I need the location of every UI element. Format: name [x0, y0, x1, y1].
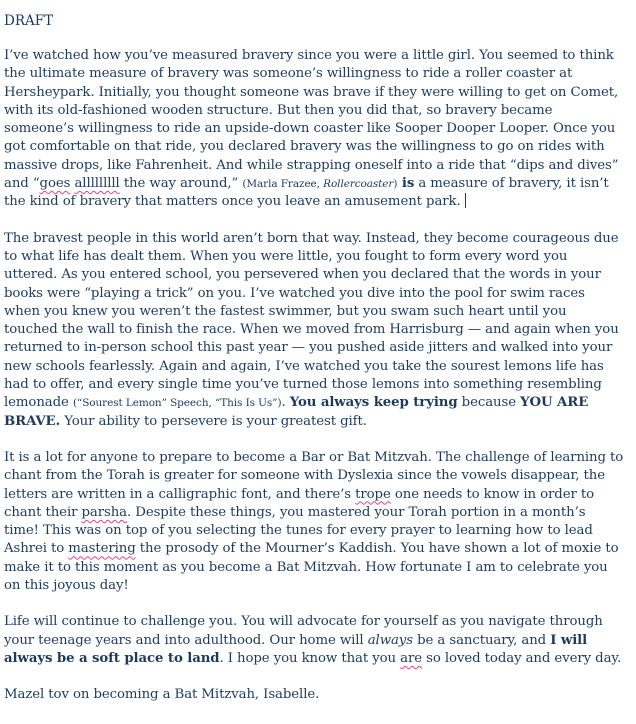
draft-heading: DRAFT	[4, 13, 54, 29]
text-run: .	[281, 395, 290, 411]
text-run: one needs to know in order to chant their	[4, 486, 595, 520]
citation: (“Sourest Lemon” Speech, “This Is Us”)	[72, 397, 282, 410]
bold-text: You always keep trying	[289, 395, 458, 411]
text-run: Your ability to persevere is your greatest gift.	[60, 413, 367, 429]
text-run: The bravest people in this world aren’t born that way. Instead, they become courageous due to what life has dealt them. When you were little, you fought to form every word you uttered. As you entered school, you persevered when you declared that the words in your books were “playing a trick” on you. I’ve watched you dive into the pool for swim races when you knew you weren’t the fastest swimmer, but you swam such heart until you touched the wall to finish the race. When we moved from Harrisburg — and again when you returned to in-person school this past year — you pushed aside jitters and walked into your new schools fearlessly. Again and again, I’ve watched you take the sourest lemons life has had to offer, and every single time you’ve turned those lemons into something resembling lemonade	[4, 230, 619, 411]
citation-text: (Marla Frazee,	[242, 178, 324, 191]
misspelled-word[interactable]: are	[400, 650, 423, 666]
text-run: Life will continue to challenge you. You will advocate for yourself as you navigate through your teenage years and into adulthood. Our home will	[4, 614, 603, 648]
citation	[242, 178, 397, 190]
paragraph-bravery[interactable]	[4, 47, 624, 212]
text-run: a measure of bravery, it isn’t the kind of bravery that matters once you leave an amusement park.	[4, 176, 609, 210]
text-cursor	[465, 193, 467, 208]
misspelled-word[interactable]: trope	[355, 486, 391, 502]
italic-text: always	[367, 632, 413, 648]
text-run: because	[457, 395, 521, 411]
paragraph-bravest-people[interactable]	[4, 230, 624, 431]
text-run: It is a lot for anyone to prepare to become a Bar or Bat Mitzvah. The challenge of learning to chant from the Torah is greater for someone with Dyslexia since the vowels disappear, the letters are written in a calligraphic font, and there’s	[4, 449, 624, 502]
text-run: I’ve watched how you’ve measured bravery since you were a little girl. You seemed to think the ultimate measure of bravery was someone’s willingness to ride a roller coaster at Hersheypark. Initially, you thought someone was brave if they were willing to get on Comet, with its old-fashioned wooden structure. But then you did that, so bravery became someone’s willingness to ride an upside-down coaster like Sooper Dooper Looper. Once you got comfortable on that ride, you declared bravery was the willingness to go on rides with massive drops, like Fahrenheit. And while strapping oneself into a ride that “dips and dives” and “	[4, 48, 619, 192]
paragraph-life-challenges[interactable]	[4, 613, 624, 668]
misspelled-word[interactable]: alllllllll	[74, 176, 120, 192]
citation-title: Rollercoaster	[323, 178, 394, 191]
text-run: . Despite these things, you mastered your Torah portion in a month’s time! This was on top of you selecting the tunes for every prayer to learning how to lead Ashrei to	[4, 504, 593, 557]
bold-text: is	[397, 176, 415, 192]
paragraph-mazel-tov[interactable]: Mazel tov on becoming a Bat Mitzvah, Isabelle.	[4, 687, 320, 703]
bold-text: I will always be a soft place to land	[4, 632, 588, 666]
misspelled-word[interactable]: mastering	[68, 541, 136, 557]
citation-end: )	[393, 178, 398, 191]
text-run: so loved today and every day.	[422, 650, 622, 666]
text-run: . I hope you know that you	[219, 650, 401, 666]
paragraph-bat-mitzvah[interactable]	[4, 449, 624, 595]
bold-text: YOU ARE BRAVE.	[4, 395, 589, 429]
text-run: the prosody of the Mourner’s Kaddish. You have shown a lot of moxie to make it to this moment as you become a Bat Mitzvah. How fortunate I am to celebrate you on this joyous day!	[4, 541, 619, 594]
misspelled-word[interactable]: goes	[39, 176, 71, 192]
misspelled-word[interactable]: parsha	[81, 504, 127, 520]
text-run: the way around,”	[119, 176, 243, 192]
text-run: be a sanctuary, and	[412, 632, 551, 648]
